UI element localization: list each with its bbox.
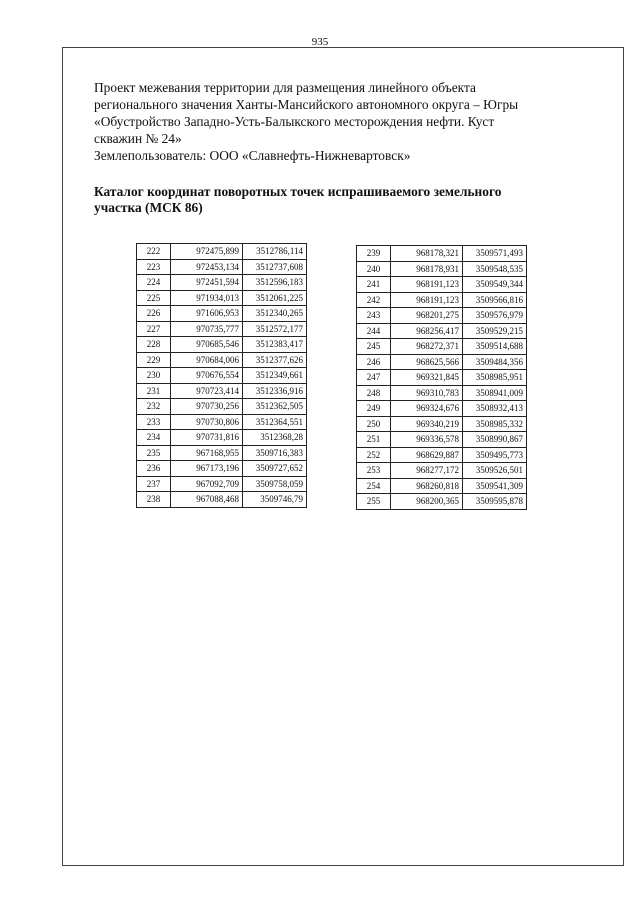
table-row (357, 478, 527, 494)
point-number-cell: 253 (357, 463, 391, 479)
y-coordinate-cell: 3509549,344 (463, 277, 527, 293)
x-coordinate-cell: 968625,566 (391, 354, 463, 370)
x-coordinate-cell: 971606,953 (171, 306, 243, 322)
x-coordinate-cell: 969324,676 (391, 401, 463, 417)
table-row (137, 461, 307, 477)
point-number-cell: 236 (137, 461, 171, 477)
table-row (357, 447, 527, 463)
x-coordinate-cell: 967173,196 (171, 461, 243, 477)
point-number-cell: 235 (137, 445, 171, 461)
x-coordinate-cell: 968178,931 (391, 261, 463, 277)
table-row (137, 430, 307, 446)
x-coordinate-cell: 970731,816 (171, 430, 243, 446)
point-number-cell: 233 (137, 414, 171, 430)
x-coordinate-cell: 967092,709 (171, 476, 243, 492)
point-number-cell: 254 (357, 478, 391, 494)
point-number-cell: 232 (137, 399, 171, 415)
table-row (137, 476, 307, 492)
y-coordinate-cell: 3509526,501 (463, 463, 527, 479)
point-number-cell: 241 (357, 277, 391, 293)
point-number-cell: 239 (357, 246, 391, 262)
point-number-cell: 245 (357, 339, 391, 355)
point-number-cell: 224 (137, 275, 171, 291)
y-coordinate-cell: 3508985,332 (463, 416, 527, 432)
table-row (137, 445, 307, 461)
y-coordinate-cell: 3512340,265 (243, 306, 307, 322)
table-row (357, 277, 527, 293)
x-coordinate-cell: 970735,777 (171, 321, 243, 337)
table-row (137, 290, 307, 306)
x-coordinate-cell: 968191,123 (391, 277, 463, 293)
y-coordinate-cell: 3509595,878 (463, 494, 527, 510)
y-coordinate-cell: 3508985,951 (463, 370, 527, 386)
y-coordinate-cell: 3512572,177 (243, 321, 307, 337)
y-coordinate-cell: 3509571,493 (463, 246, 527, 262)
table-row (357, 354, 527, 370)
table-row (137, 383, 307, 399)
x-coordinate-cell: 967088,468 (171, 492, 243, 508)
point-number-cell: 227 (137, 321, 171, 337)
table-row (357, 432, 527, 448)
point-number-cell: 229 (137, 352, 171, 368)
table-row (137, 337, 307, 353)
table-row (137, 492, 307, 508)
y-coordinate-cell: 3509758,059 (243, 476, 307, 492)
table-row (137, 275, 307, 291)
x-coordinate-cell: 972453,134 (171, 259, 243, 275)
y-coordinate-cell: 3508990,867 (463, 432, 527, 448)
project-line: регионального значения Ханты-Мансийского автономного округа – Югры (94, 97, 519, 112)
y-coordinate-cell: 3509576,979 (463, 308, 527, 324)
table-row (357, 401, 527, 417)
y-coordinate-cell: 3512737,608 (243, 259, 307, 275)
y-coordinate-cell: 3509716,383 (243, 445, 307, 461)
y-coordinate-cell: 3512364,551 (243, 414, 307, 430)
point-number-cell: 237 (137, 476, 171, 492)
y-coordinate-cell: 3509484,356 (463, 354, 527, 370)
table-row (357, 292, 527, 308)
x-coordinate-cell: 970685,546 (171, 337, 243, 353)
point-number-cell: 255 (357, 494, 391, 510)
x-coordinate-cell: 969321,845 (391, 370, 463, 386)
table-row (357, 416, 527, 432)
point-number-cell: 251 (357, 432, 391, 448)
y-coordinate-cell: 3508932,413 (463, 401, 527, 417)
x-coordinate-cell: 970676,554 (171, 368, 243, 384)
table-row (357, 323, 527, 339)
land-user-line: Землепользователь: ООО «Славнефть-Нижневартовск» (94, 148, 411, 163)
point-number-cell: 231 (137, 383, 171, 399)
x-coordinate-cell: 969336,578 (391, 432, 463, 448)
point-number-cell: 242 (357, 292, 391, 308)
x-coordinate-cell: 970730,256 (171, 399, 243, 415)
point-number-cell: 226 (137, 306, 171, 322)
x-coordinate-cell: 968191,123 (391, 292, 463, 308)
x-coordinate-cell: 972451,594 (171, 275, 243, 291)
table-row (357, 261, 527, 277)
x-coordinate-cell: 969340,219 (391, 416, 463, 432)
point-number-cell: 250 (357, 416, 391, 432)
table-row (137, 414, 307, 430)
table-row (137, 321, 307, 337)
x-coordinate-cell: 968629,887 (391, 447, 463, 463)
x-coordinate-cell: 968272,371 (391, 339, 463, 355)
x-coordinate-cell: 968200,365 (391, 494, 463, 510)
x-coordinate-cell: 968277,172 (391, 463, 463, 479)
point-number-cell: 244 (357, 323, 391, 339)
point-number-cell: 222 (137, 244, 171, 260)
point-number-cell: 240 (357, 261, 391, 277)
x-coordinate-cell: 970730,806 (171, 414, 243, 430)
table-row (357, 494, 527, 510)
table-row (137, 399, 307, 415)
x-coordinate-cell: 970684,006 (171, 352, 243, 368)
x-coordinate-cell: 968260,818 (391, 478, 463, 494)
y-coordinate-cell: 3509495,773 (463, 447, 527, 463)
point-number-cell: 234 (137, 430, 171, 446)
table-row (357, 463, 527, 479)
y-coordinate-cell: 3509529,215 (463, 323, 527, 339)
table-row (137, 306, 307, 322)
point-number-cell: 248 (357, 385, 391, 401)
catalog-title (94, 184, 564, 216)
project-line: скважин № 24» (94, 131, 182, 146)
y-coordinate-cell: 3512377,626 (243, 352, 307, 368)
y-coordinate-cell: 3509514,688 (463, 339, 527, 355)
x-coordinate-cell: 970723,414 (171, 383, 243, 399)
y-coordinate-cell: 3512362,505 (243, 399, 307, 415)
table-row (137, 352, 307, 368)
x-coordinate-cell: 968256,417 (391, 323, 463, 339)
catalog-title-line: участка (МСК 86) (94, 200, 203, 215)
point-number-cell: 247 (357, 370, 391, 386)
point-number-cell: 225 (137, 290, 171, 306)
x-coordinate-cell: 968178,321 (391, 246, 463, 262)
table-row (357, 246, 527, 262)
point-number-cell: 246 (357, 354, 391, 370)
y-coordinate-cell: 3512349,661 (243, 368, 307, 384)
table-row (137, 368, 307, 384)
table-row (357, 308, 527, 324)
y-coordinate-cell: 3512596,183 (243, 275, 307, 291)
project-description (94, 79, 564, 164)
point-number-cell: 238 (137, 492, 171, 508)
x-coordinate-cell: 968201,275 (391, 308, 463, 324)
point-number-cell: 243 (357, 308, 391, 324)
y-coordinate-cell: 3509548,535 (463, 261, 527, 277)
project-line: «Обустройство Западно-Усть-Балыкского месторождения нефти. Куст (94, 114, 495, 129)
catalog-title-line: Каталог координат поворотных точек испрашиваемого земельного (94, 184, 502, 199)
x-coordinate-cell: 971934,013 (171, 290, 243, 306)
y-coordinate-cell: 3509746,79 (243, 492, 307, 508)
y-coordinate-cell: 3512383,417 (243, 337, 307, 353)
coordinates-table-left (136, 243, 307, 508)
table-row (357, 385, 527, 401)
coordinates-table-right (356, 245, 527, 510)
y-coordinate-cell: 3512368,28 (243, 430, 307, 446)
table-row (137, 244, 307, 260)
x-coordinate-cell: 967168,955 (171, 445, 243, 461)
x-coordinate-cell: 969310,783 (391, 385, 463, 401)
page-number: 935 (311, 36, 329, 48)
point-number-cell: 228 (137, 337, 171, 353)
y-coordinate-cell: 3512061,225 (243, 290, 307, 306)
x-coordinate-cell: 972475,899 (171, 244, 243, 260)
y-coordinate-cell: 3509541,309 (463, 478, 527, 494)
y-coordinate-cell: 3512336,916 (243, 383, 307, 399)
table-row (137, 259, 307, 275)
table-row (357, 370, 527, 386)
y-coordinate-cell: 3509727,652 (243, 461, 307, 477)
y-coordinate-cell: 3509566,816 (463, 292, 527, 308)
point-number-cell: 223 (137, 259, 171, 275)
point-number-cell: 230 (137, 368, 171, 384)
point-number-cell: 249 (357, 401, 391, 417)
y-coordinate-cell: 3508941,009 (463, 385, 527, 401)
table-row (357, 339, 527, 355)
project-line: Проект межевания территории для размещения линейного объекта (94, 80, 476, 95)
point-number-cell: 252 (357, 447, 391, 463)
y-coordinate-cell: 3512786,114 (243, 244, 307, 260)
